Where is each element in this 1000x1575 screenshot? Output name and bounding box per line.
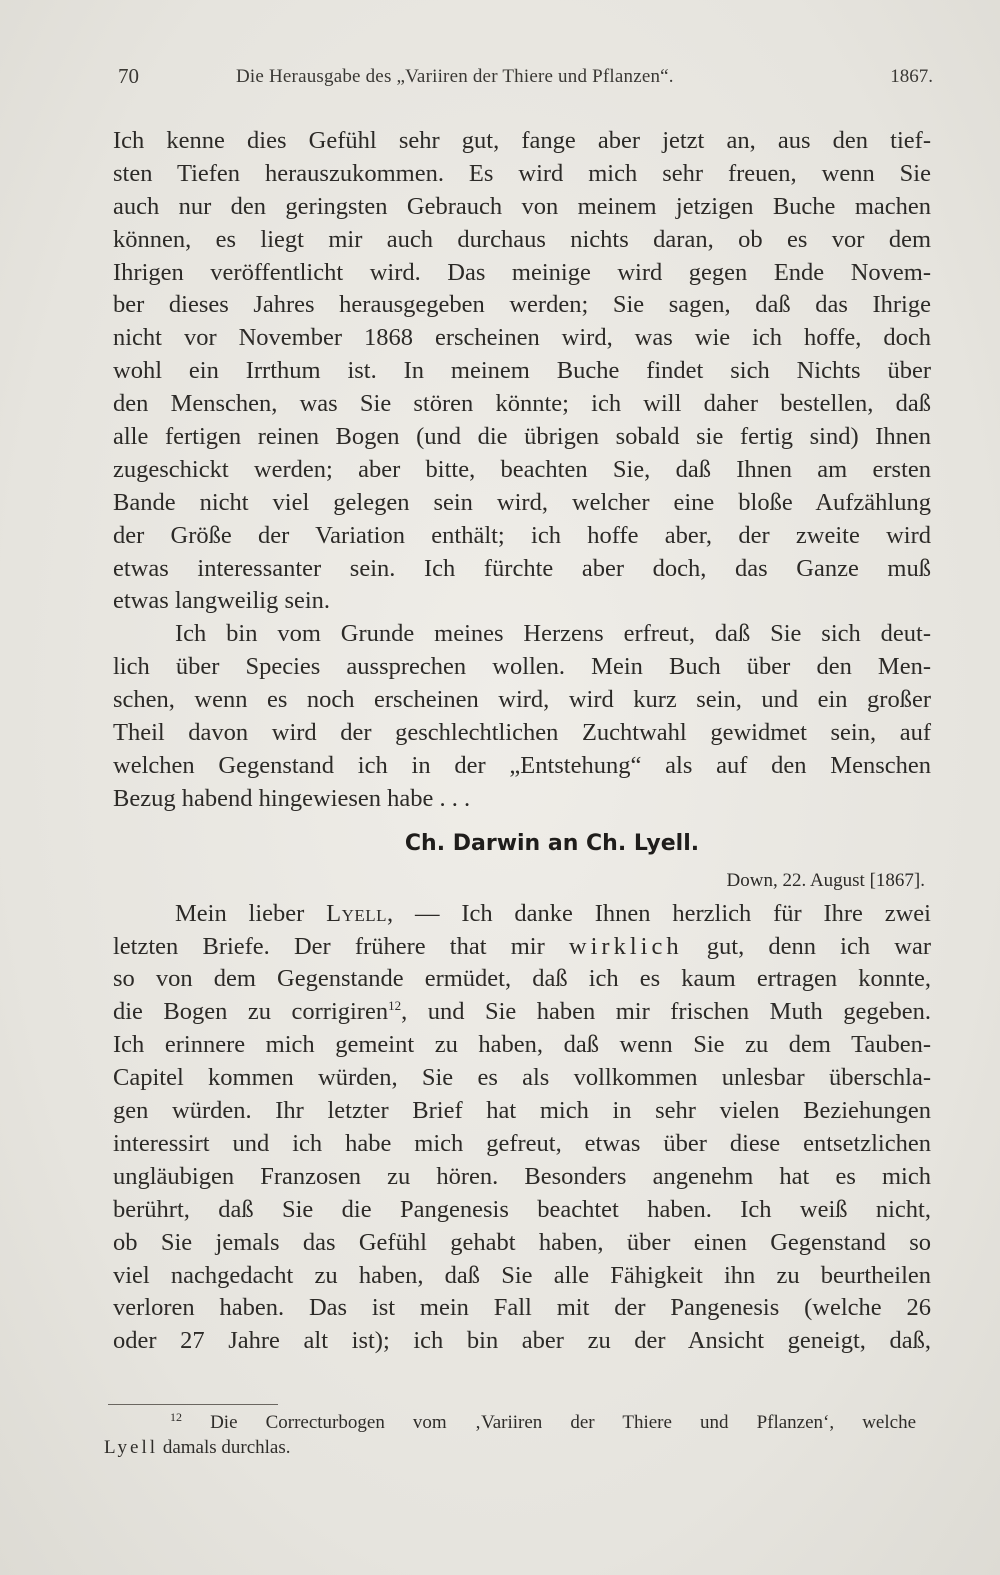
text-line: auch nur den geringsten Gebrauch von meinem jetzigen Buche machen [113,192,931,220]
text-line: nicht vor November 1868 erscheinen wird, was wie ich hoffe, doch [113,324,931,352]
paragraph-2 [113,618,931,815]
text-line: Capitel kommen würden, Sie es als vollkommen unlesbar überschla- [113,1064,931,1092]
text-line: können, es liegt mir auch durchaus nichts daran, ob es vor dem [113,225,931,253]
text-line: der Größe der Variation enthält; ich hoffe aber, der zweite wird [113,521,931,549]
text-line: welchen Gegenstand ich in der „Entstehung“ als auf den Menschen [113,751,931,779]
footnote-text: damals durchlas. [158,1437,291,1458]
letter-heading: Ch. Darwin an Ch. Lyell. [404,830,700,856]
text-line: Theil davon wird der geschlechtlichen Zuchtwahl gewidmet sein, auf [113,719,931,747]
text-segment: letzten Briefe. Der frühere that mir [113,932,569,960]
text-line [113,996,931,1029]
text-line: verloren haben. Das ist mein Fall mit der Pangenesis (welche 26 [113,1294,931,1322]
footnote-line [104,1410,916,1435]
text-line: so von dem Gegenstande ermüdet, daß ich es kaum ertragen konnte, [113,965,931,993]
footnote-line [104,1435,916,1460]
footnote-name: Lyell [104,1437,159,1458]
header-year: 1867. [890,66,933,87]
text-line: ob Sie jemals das Gefühl gehabt haben, über einen Gegenstand so [113,1228,931,1256]
body-text [113,125,931,1358]
text-line: alle fertigen reinen Bogen (und die übrigen sobald sie fertig sind) Ihnen [113,423,931,451]
footnote-divider [108,1404,278,1405]
text-line: schen, wenn es noch erscheinen wird, wird kurz sein, und ein großer [113,686,931,714]
salutation-line [113,898,931,931]
text-line: berührt, daß Sie die Pangenesis beachtet haben. Ich weiß nicht, [113,1195,931,1223]
footnote-reference[interactable]: 12 [388,998,402,1014]
letter-dateline: Down, 22. August [1867]. [726,869,925,891]
running-title: Die Herausgabe des „Variiren der Thiere und Pflanzen“. [236,66,674,87]
text-line: sten Tiefen herauszukommen. Es wird mich sehr freuen, wenn Sie [113,159,931,187]
text-line: Ihrigen veröffentlicht wird. Das meinige wird gegen Ende Novem- [113,258,931,286]
salutation-start: Mein lieber [175,899,327,927]
footnote-number: 12 [170,1410,182,1424]
letter-body [113,898,931,1358]
text-line [113,931,931,964]
text-line: interessirt und ich habe mich gefreut, etwas über diese entsetzlichen [113,1129,931,1157]
recipient-name: Lyell [326,899,388,927]
text-line: wohl ein Irrthum ist. In meinem Buche findet sich Nichts über [113,357,931,385]
text-line: Ich erinnere mich gemeint zu haben, daß wenn Sie zu dem Tauben- [113,1031,931,1059]
footnote [104,1410,916,1460]
text-segment: die Bogen zu corrigiren [113,998,389,1026]
text-line: Ich bin vom Grunde meines Herzens erfreut, daß Sie sich deut- [175,620,931,648]
text-line: viel nachgedacht zu haben, daß Sie alle Fähigkeit ihn zu beurtheilen [113,1261,931,1289]
emphasized-word: wirklich [568,932,683,960]
text-line: oder 27 Jahre alt ist); ich bin aber zu der Ansicht geneigt, daß, [113,1327,931,1355]
text-line: den Menschen, was Sie stören könnte; ich will daher bestellen, daß [113,390,931,418]
text-line: gen würden. Ihr letzter Brief hat mich in sehr vielen Beziehungen [113,1097,931,1125]
page-number: 70 [118,64,139,88]
text-line: ungläubigen Franzosen zu hören. Besonders angenehm hat es mich [113,1162,931,1190]
footnote-text: Die Correcturbogen vom ‚Variiren der Thiere und Pflanzen‘, welche [210,1412,916,1433]
text-segment: , und Sie haben mir frischen Muth gegeben. [401,998,931,1026]
text-line: zugeschickt werden; aber bitte, beachten Sie, daß Ihnen am ersten [113,455,931,483]
paragraph-1 [113,125,931,618]
salutation-end: , — Ich danke Ihnen herzlich für Ihre zwei [387,899,931,927]
text-line: Ich kenne dies Gefühl sehr gut, fange aber jetzt an, aus den tief- [113,127,931,154]
text-line: Bezug habend hingewiesen habe . . . [113,784,471,812]
text-line: Bande nicht viel gelegen sein wird, welcher eine bloße Aufzählung [113,488,931,516]
text-line: etwas interessanter sein. Ich fürchte aber doch, das Ganze muß [113,554,931,582]
text-line: etwas langweilig sein. [113,587,331,615]
text-segment: gut, denn ich war [682,932,932,960]
text-line: ber dieses Jahres herausgegeben werden; Sie sagen, daß das Ihrige [113,291,931,319]
text-line: lich über Species aussprechen wollen. Mein Buch über den Men- [113,653,931,681]
